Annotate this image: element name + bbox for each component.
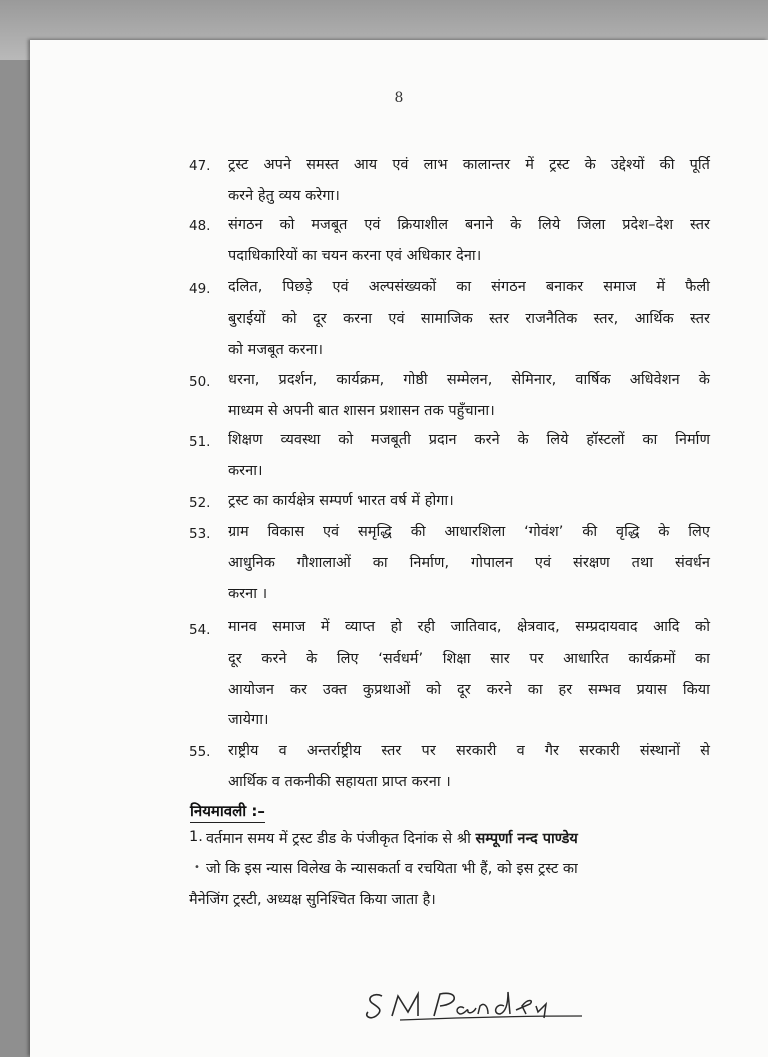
item-line: दूर करने के लिए ‘सर्वधर्म’ शिक्षा सार पर आधारित कार्यक्रमों का: [228, 651, 710, 667]
item-number: 51.: [189, 434, 211, 450]
item-line: आर्थिक व तकनीकी सहायता प्राप्त करना ।: [228, 774, 451, 790]
rule-bold-name: सम्पूर्णा नन्द पाण्डेय: [475, 831, 578, 847]
rule-line: मैनेजिंग ट्रस्टी, अध्यक्ष सुनिश्चित किया जाता है।: [189, 892, 436, 908]
item-line: मानव समाज में व्याप्त हो रही जातिवाद, क्षेत्रवाद, सम्प्रदायवाद आदि को: [228, 619, 710, 635]
item-number: 48.: [189, 218, 211, 234]
item-number: 54.: [189, 622, 211, 638]
item-number: 49.: [189, 281, 211, 297]
page-number: 8: [394, 90, 404, 106]
item-line: बुराईयों को दूर करना एवं सामाजिक स्तर राजनैतिक स्तर, आर्थिक स्तर: [228, 311, 710, 327]
item-line: ट्रस्ट अपने समस्त आय एवं लाभ कालान्तर में ट्रस्ट के उद्देश्यों की पूर्ति: [228, 157, 710, 173]
rule-line: जो कि इस न्यास विलेख के न्यासकर्ता व रचयिता भी हैं, को इस ट्रस्ट का: [206, 861, 578, 877]
item-line: को मजबूत करना।: [228, 342, 323, 358]
item-number: 53.: [189, 526, 211, 542]
item-line: राष्ट्रीय व अन्तर्राष्ट्रीय स्तर पर सरकारी व गैर सरकारी संस्थानों से: [228, 743, 710, 759]
item-number: 55.: [189, 744, 211, 760]
rules-heading: नियमावली :–: [190, 801, 265, 823]
item-line: दलित, पिछड़े एवं अल्पसंख्यकों का संगठन बनाकर समाज में फैली: [228, 279, 710, 295]
item-line: ग्राम विकास एवं समृद्धि की आधारशिला ‘गोवंश’ की वृद्धि के लिए: [228, 524, 710, 540]
rule-number: 1.: [189, 829, 203, 845]
signature: [360, 982, 600, 1022]
item-number: 52.: [189, 495, 211, 511]
stray-mark: •: [194, 862, 200, 873]
document-page: [30, 40, 768, 1057]
item-line: करना।: [228, 463, 263, 479]
rule-text: वर्तमान समय में ट्रस्ट डीड के पंजीकृत दिनांक से श्री: [206, 831, 476, 847]
item-line: जायेगा।: [228, 712, 269, 728]
item-number: 50.: [189, 374, 211, 390]
item-line: करने हेतु व्यय करेगा।: [228, 188, 340, 204]
item-line: ट्रस्ट का कार्यक्षेत्र सम्पर्ण भारत वर्ष में होगा।: [228, 493, 454, 509]
item-line: धरना, प्रदर्शन, कार्यक्रम, गोष्ठी सम्मेलन, सेमिनार, वार्षिक अधिवेशन के: [228, 372, 710, 388]
rule-line: [206, 828, 578, 848]
item-number: 47.: [189, 158, 211, 174]
item-line: करना ।: [228, 586, 268, 602]
item-line: संगठन को मजबूत एवं क्रियाशील बनाने के लिये जिला प्रदेश–देश स्तर: [228, 217, 710, 233]
item-line: माध्यम से अपनी बात शासन प्रशासन तक पहुँचाना।: [228, 403, 495, 419]
item-line: आयोजन कर उक्त कुप्रथाओं को दूर करने का हर सम्भव प्रयास किया: [228, 682, 710, 698]
item-line: शिक्षण व्यवस्था को मजबूती प्रदान करने के लिये हॉस्टलों का निर्माण: [228, 432, 710, 448]
item-line: आधुनिक गौशालाओं का निर्माण, गोपालन एवं संरक्षण तथा संवर्धन: [228, 555, 710, 571]
item-line: पदाधिकारियों का चयन करना एवं अधिकार देना।: [228, 248, 482, 264]
